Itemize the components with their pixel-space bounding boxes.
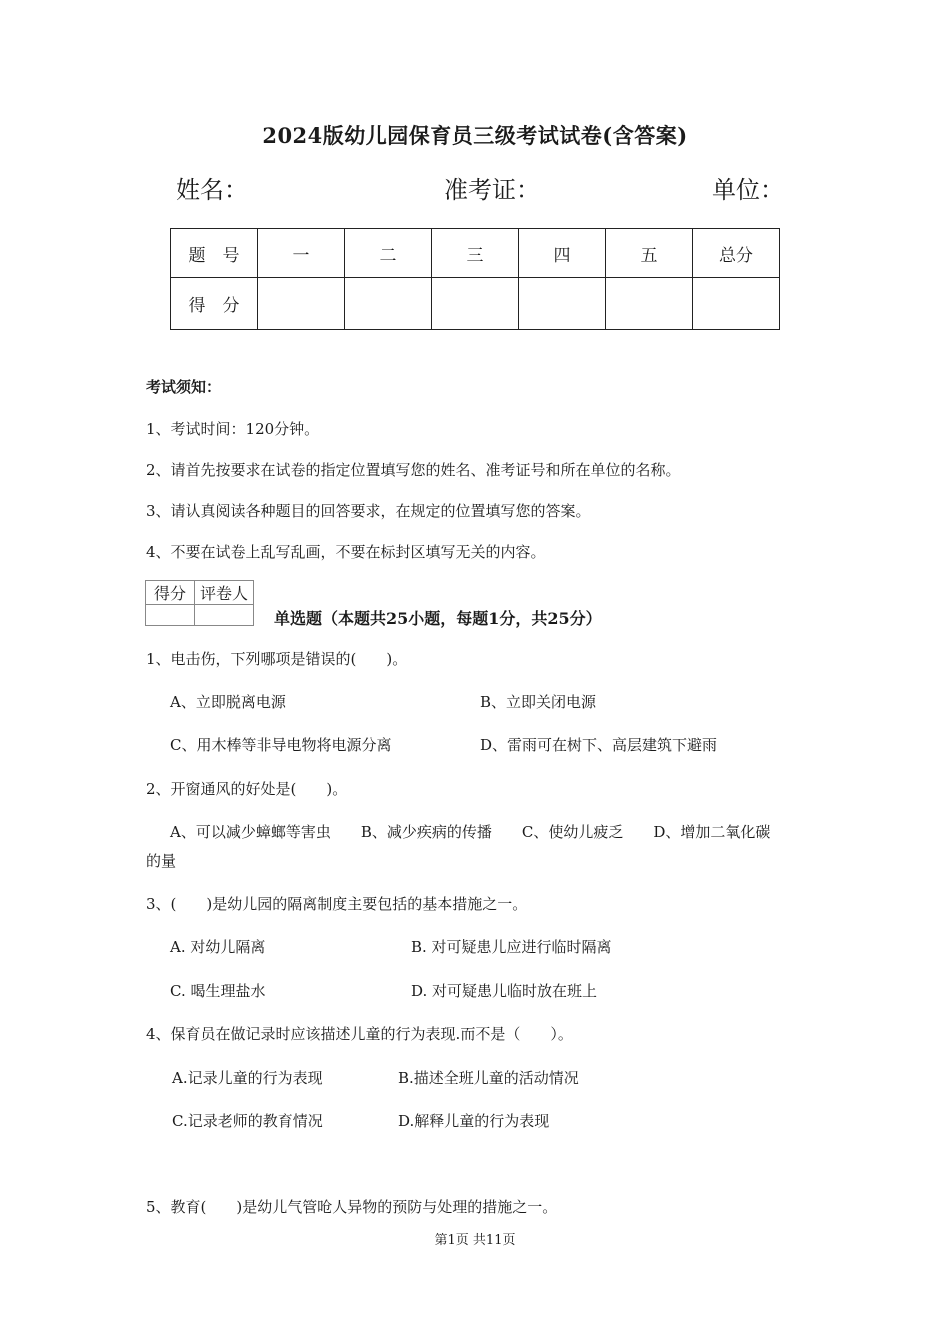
score-cell[interactable]: [345, 278, 432, 330]
question-option: D. 对可疑患儿临时放在班上: [411, 982, 598, 1000]
score-cell[interactable]: [432, 278, 519, 330]
question-stem: 2、开窗通风的好处是( )。: [146, 780, 348, 798]
notice-item: 4、不要在试卷上乱写乱画，不要在标封区填写无关的内容。: [146, 543, 546, 561]
question-stem: 1、电击伤，下列哪项是错误的( )。: [146, 650, 408, 668]
score-header-cell: 一: [258, 229, 345, 278]
grader-name-cell[interactable]: [195, 605, 254, 626]
question-stem: 4、保育员在做记录时应该描述儿童的行为表现.而不是（ ）。: [146, 1025, 573, 1043]
question-option: C. 喝生理盐水: [170, 982, 266, 1000]
question-option: B. 对可疑患儿应进行临时隔离: [411, 938, 612, 956]
question-option: C、用木棒等非导电物将电源分离: [170, 736, 392, 754]
question-option: B.描述全班儿童的活动情况: [398, 1069, 579, 1087]
grader-score-label: 得分: [146, 581, 195, 605]
score-cell[interactable]: [519, 278, 606, 330]
score-cell[interactable]: [258, 278, 345, 330]
notice-item: 1、考试时间：120分钟。: [146, 420, 320, 438]
question-option: B、立即关闭电源: [480, 693, 597, 711]
question-option: D.解释儿童的行为表现: [398, 1112, 550, 1130]
question-options-line: A、可以减少蟑螂等害虫 B、减少疾病的传播 C、使幼儿疲乏 D、增加二氧化碳: [170, 823, 771, 841]
question-stem: 5、教育( )是幼儿气管呛人异物的预防与处理的措施之一。: [146, 1198, 558, 1216]
question-option: D、雷雨可在树下、高层建筑下避雨: [480, 736, 718, 754]
grader-score-cell[interactable]: [146, 605, 195, 626]
score-header-cell: 二: [345, 229, 432, 278]
exam-id-field-label: 准考证：: [444, 176, 540, 204]
question-option: A. 对幼儿隔离: [170, 938, 266, 956]
question-options-wrap: 的量: [146, 852, 177, 870]
score-header-cell: 三: [432, 229, 519, 278]
name-field-label: 姓名：: [176, 176, 248, 204]
section-title: 单选题（本题共25小题，每题1分，共25分）: [274, 609, 602, 628]
question-option: C.记录老师的教育情况: [172, 1112, 323, 1130]
grader-name-label: 评卷人: [195, 581, 254, 605]
unit-field-label: 单位：: [712, 176, 784, 204]
question-option: A、立即脱离电源: [170, 693, 286, 711]
score-table: [170, 228, 780, 330]
score-header-cell: 总分: [693, 229, 780, 278]
notice-item: 3、请认真阅读各种题目的回答要求，在规定的位置填写您的答案。: [146, 502, 591, 520]
page-footer: 第1页 共11页: [434, 1233, 516, 1248]
score-header-cell: 四: [519, 229, 606, 278]
score-cell[interactable]: [693, 278, 780, 330]
question-option: A.记录儿童的行为表现: [172, 1069, 323, 1087]
score-header-cell: 五: [606, 229, 693, 278]
score-table-header-row: [171, 229, 780, 278]
grader-table: [145, 580, 254, 626]
notice-item: 2、请首先按要求在试卷的指定位置填写您的姓名、准考证号和所在单位的名称。: [146, 461, 681, 479]
notice-title: 考试须知：: [146, 378, 222, 396]
question-stem: 3、( )是幼儿园的隔离制度主要包括的基本措施之一。: [146, 895, 528, 913]
score-row-label: 得 分: [171, 278, 258, 330]
score-table-score-row: [171, 278, 780, 330]
candidate-info-line: [176, 170, 786, 204]
score-cell[interactable]: [606, 278, 693, 330]
score-header-cell: 题 号: [171, 229, 258, 278]
exam-title: 2024版幼儿园保育员三级考试试卷(含答案): [262, 123, 688, 148]
